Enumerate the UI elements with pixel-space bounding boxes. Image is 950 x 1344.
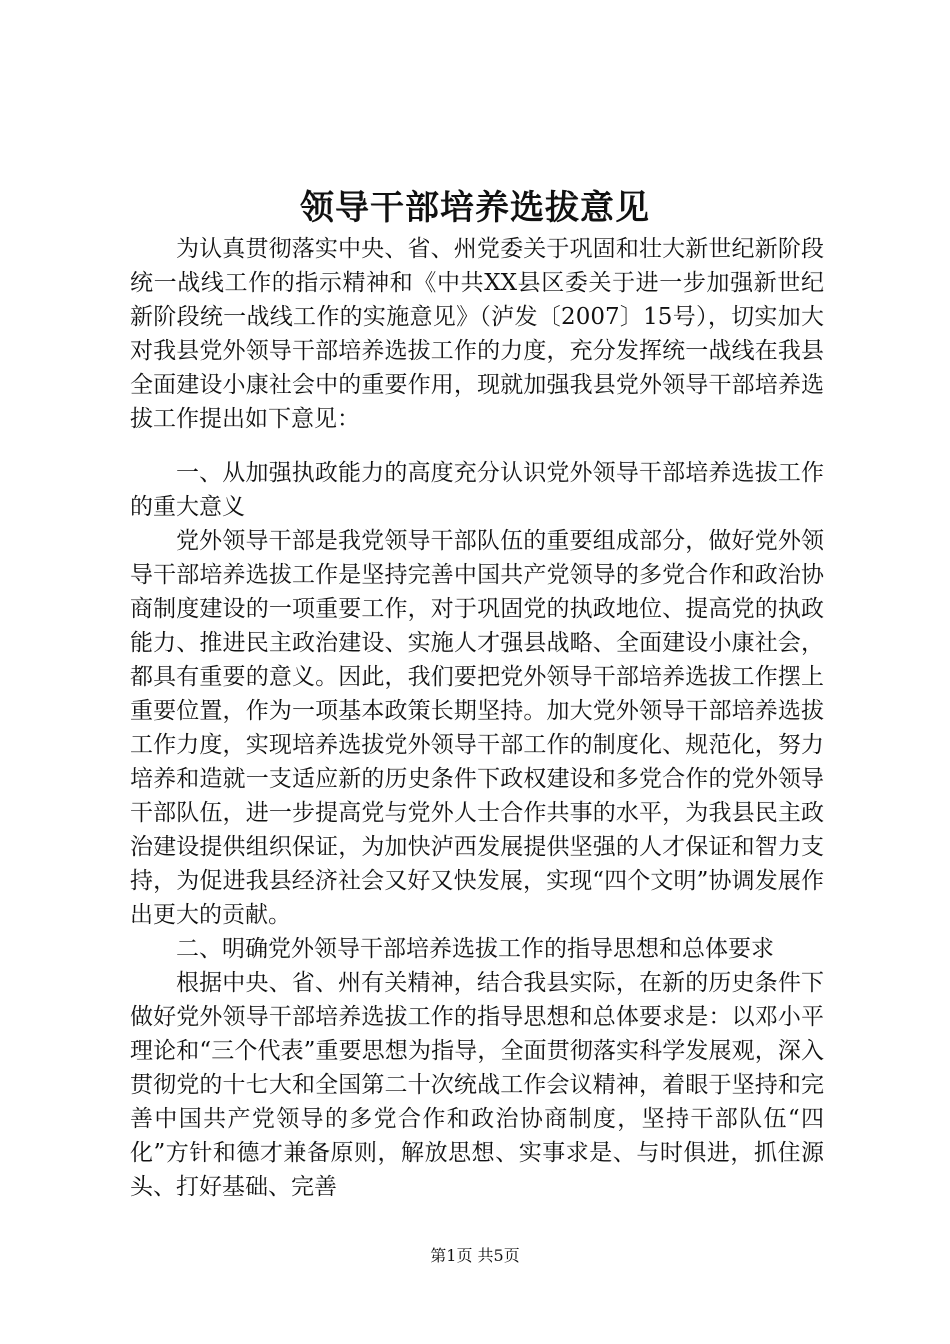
intro-paragraph: 为认真贯彻落实中央、省、州党委关于巩固和壮大新世纪新阶段统一战线工作的指示精神和《中共XX县区委关于进一步加强新世纪新阶段统一战线工作的实施意见》（泸发〔2007〕15号），切实加大对我县党外领导干部培养选拔工作的力度，充分发挥统一战线在我县全面建设小康社会中的重要作用，现就加强我县党外领导干部培养选拔工作提出如下意见： bbox=[130, 236, 824, 432]
section-heading-2: 二、明确党外领导干部培养选拔工作的指导思想和总体要求 bbox=[176, 936, 774, 962]
section-paragraph-1: 党外领导干部是我党领导干部队伍的重要组成部分，做好党外领导干部培养选拔工作是坚持完善中国共产党领导的多党合作和政治协商制度建设的一项重要工作，对于巩固党的执政地位、提高党的执政能力、推进民主政治建设、实施人才强县战略、全面建设小康社会，都具有重要的意义。因此，我们要把党外领导干部培养选拔工作摆上重要位置，作为一项基本政策长期坚持。加大党外领导干部培养选拔工作力度，实现培养选拔党外领导干部工作的制度化、规范化，努力培养和造就一支适应新的历史条件下政权建设和多党合作的党外领导干部队伍，进一步提高党与党外人士合作共事的水平，为我县民主政治建设提供组织保证，为加快泸西发展提供坚强的人才保证和智力支持，为促进我县经济社会又好又快发展，实现“四个文明”协调发展作出更大的贡献。 bbox=[130, 528, 824, 928]
page-footer: 第1页 共5页 bbox=[430, 1246, 520, 1265]
section-heading-1: 一、从加强执政能力的高度充分认识党外领导干部培养选拔工作的重大意义 bbox=[130, 460, 824, 520]
document-body bbox=[130, 232, 824, 1204]
document-title: 领导干部培养选拔意见 bbox=[300, 188, 650, 228]
section-paragraph-2: 根据中央、省、州有关精神，结合我县实际，在新的历史条件下做好党外领导干部培养选拔工作的指导思想和总体要求是：以邓小平理论和“三个代表”重要思想为指导，全面贯彻落实科学发展观，深入贯彻党的十七大和全国第二十次统战工作会议精神，着眼于坚持和完善中国共产党领导的多党合作和政治协商制度，坚持干部队伍“四化”方针和德才兼备原则，解放思想、实事求是、与时俱进，抓住源头、打好基础、完善 bbox=[130, 970, 824, 1200]
